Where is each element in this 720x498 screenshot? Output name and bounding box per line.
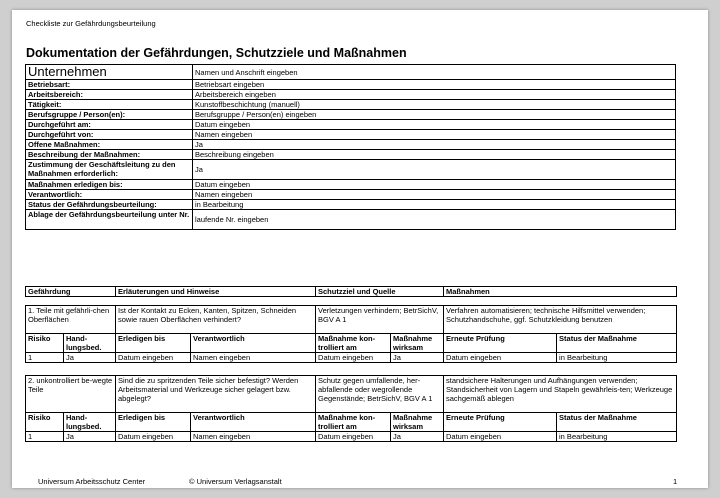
hazard-block [25,375,677,442]
meta-key: Status der Gefährdungsbeurteilung: [26,200,193,210]
label-erneute-pruefung: Erneute Prüfung [444,413,557,432]
label-status: Status der Maßnahme [557,334,677,353]
meta-row [26,160,676,180]
hazard-header-table [25,286,677,297]
meta-row [26,120,676,130]
meta-value[interactable]: Datum eingeben [193,120,676,130]
meta-key: Verantwortlich: [26,190,193,200]
hazard-block [25,305,677,363]
meta-row [26,140,676,150]
value-erledigen-bis[interactable]: Datum eingeben [116,432,191,442]
meta-key: Berufsgruppe / Person(en): [26,110,193,120]
value-risiko[interactable]: 1 [26,432,64,442]
label-erledigen-bis: Erledigen bis [116,334,191,353]
col-massnahmen: Maßnahmen [444,287,677,297]
company-value[interactable]: Namen und Anschrift eingeben [193,65,676,80]
meta-value[interactable]: Namen eingeben [193,130,676,140]
meta-value[interactable]: Namen eingeben [193,190,676,200]
value-risiko[interactable]: 1 [26,353,64,363]
meta-value[interactable]: Berufsgruppe / Person(en) eingeben [193,110,676,120]
company-label: Unternehmen [26,65,193,80]
value-kontrolliert-am[interactable]: Datum eingeben [316,353,391,363]
hazard-hinweise: Sind die zu spritzenden Teile sicher befestigt? Werden Arbeitsmaterial und Werkzeuge sicher gelagert bzw. abgelegt? [116,376,316,413]
value-handlungsbedarf[interactable]: Ja [64,353,116,363]
meta-key: Maßnahmen erledigen bis: [26,180,193,190]
value-verantwortlich[interactable]: Namen eingeben [191,432,316,442]
label-handlungsbedarf: Hand-lungsbed. [64,334,116,353]
meta-key: Ablage der Gefährdungsbeurteilung unter Nr. [26,210,193,230]
label-risiko: Risiko [26,334,64,353]
label-erledigen-bis: Erledigen bis [116,413,191,432]
hazard-schutzziel: Schutz gegen umfallende, her-abfallende oder wegrollende Gegenstände; BetrSichV, BGV A 1 [316,376,444,413]
meta-value[interactable]: Ja [193,160,676,180]
label-wirksam: Maßnahme wirksam [391,334,444,353]
meta-key: Offene Maßnahmen: [26,140,193,150]
meta-value[interactable]: Beschreibung eingeben [193,150,676,160]
footer-page-number: 1 [673,477,678,486]
hazard-value-row [26,432,677,442]
hazard-value-row [26,353,677,363]
meta-key: Zustimmung der Geschäftsleitung zu den Maßnahmen erforderlich: [26,160,193,180]
label-verantwortlich: Verantwortlich [191,334,316,353]
company-row [26,65,676,80]
value-kontrolliert-am[interactable]: Datum eingeben [316,432,391,442]
hazard-gefaehrdung: 1. Teile mit gefährli-chen Oberflächen [26,306,116,334]
value-erneute-pruefung[interactable]: Datum eingeben [444,432,557,442]
label-kontrolliert-am: Maßnahme kon-trolliert am [316,334,391,353]
document-subtitle: Checkliste zur Gefährdungsbeurteilung [26,19,156,28]
hazard-hinweise: Ist der Kontakt zu Ecken, Kanten, Spitzen, Schneiden sowie rauen Oberflächen verhindert? [116,306,316,334]
footer-copyright: © Universum Verlagsanstalt [189,477,282,486]
hazard-description-row [26,306,677,334]
hazard-massnahmen: Verfahren automatisieren; technische Hilfsmittel verwenden; Schutzhandschuhe, ggf. Schutzkleidung benutzen [444,306,677,334]
meta-key: Tätigkeit: [26,100,193,110]
meta-row [26,100,676,110]
meta-row [26,210,676,230]
meta-row [26,180,676,190]
label-erneute-pruefung: Erneute Prüfung [444,334,557,353]
meta-row [26,150,676,160]
value-handlungsbedarf[interactable]: Ja [64,432,116,442]
hazard-schutzziel: Verletzungen verhindern; BetrSichV, BGV A 1 [316,306,444,334]
meta-key: Durchgeführt am: [26,120,193,130]
meta-value[interactable]: Kunstoffbeschichtung (manuell) [193,100,676,110]
hazard-description-row [26,376,677,413]
meta-value[interactable]: in Bearbeitung [193,200,676,210]
hazard-gefaehrdung: 2. unkontrolliert be-wegte Teile [26,376,116,413]
hazard-header-row [26,287,677,297]
value-erneute-pruefung[interactable]: Datum eingeben [444,353,557,363]
value-status[interactable]: in Bearbeitung [557,432,677,442]
value-verantwortlich[interactable]: Namen eingeben [191,353,316,363]
hazard-massnahmen: standsichere Halterungen und Aufhängungen verwenden; Standsicherheit von Lagern und Stapeln gewährleis-ten; Werkzeuge sachgemäß ablegen [444,376,677,413]
label-verantwortlich: Verantwortlich [191,413,316,432]
meta-row [26,190,676,200]
document-title: Dokumentation der Gefährdungen, Schutzziele und Maßnahmen [26,46,407,60]
hazard-label-row [26,413,677,432]
meta-key: Arbeitsbereich: [26,90,193,100]
label-kontrolliert-am: Maßnahme kon-trolliert am [316,413,391,432]
label-risiko: Risiko [26,413,64,432]
meta-value[interactable]: Betriebsart eingeben [193,80,676,90]
meta-key: Betriebsart: [26,80,193,90]
meta-value[interactable]: laufende Nr. eingeben [193,210,676,230]
meta-value[interactable]: Ja [193,140,676,150]
col-hinweise: Erläuterungen und Hinweise [116,287,316,297]
col-gefaehrdung: Gefährdung [26,287,116,297]
footer-company: Universum Arbeitsschutz Center [38,477,146,486]
meta-value[interactable]: Arbeitsbereich eingeben [193,90,676,100]
value-wirksam[interactable]: Ja [391,353,444,363]
label-handlungsbedarf: Hand-lungsbed. [64,413,116,432]
value-erledigen-bis[interactable]: Datum eingeben [116,353,191,363]
meta-row [26,80,676,90]
meta-row [26,90,676,100]
label-wirksam: Maßnahme wirksam [391,413,444,432]
col-schutzziel: Schutzziel und Quelle [316,287,444,297]
meta-key: Durchgeführt von: [26,130,193,140]
meta-value[interactable]: Datum eingeben [193,180,676,190]
label-status: Status der Maßnahme [557,413,677,432]
meta-row [26,110,676,120]
meta-row [26,130,676,140]
meta-row [26,200,676,210]
meta-key: Beschreibung der Maßnahmen: [26,150,193,160]
value-wirksam[interactable]: Ja [391,432,444,442]
hazard-label-row [26,334,677,353]
company-info-table [25,64,676,230]
value-status[interactable]: in Bearbeitung [557,353,677,363]
